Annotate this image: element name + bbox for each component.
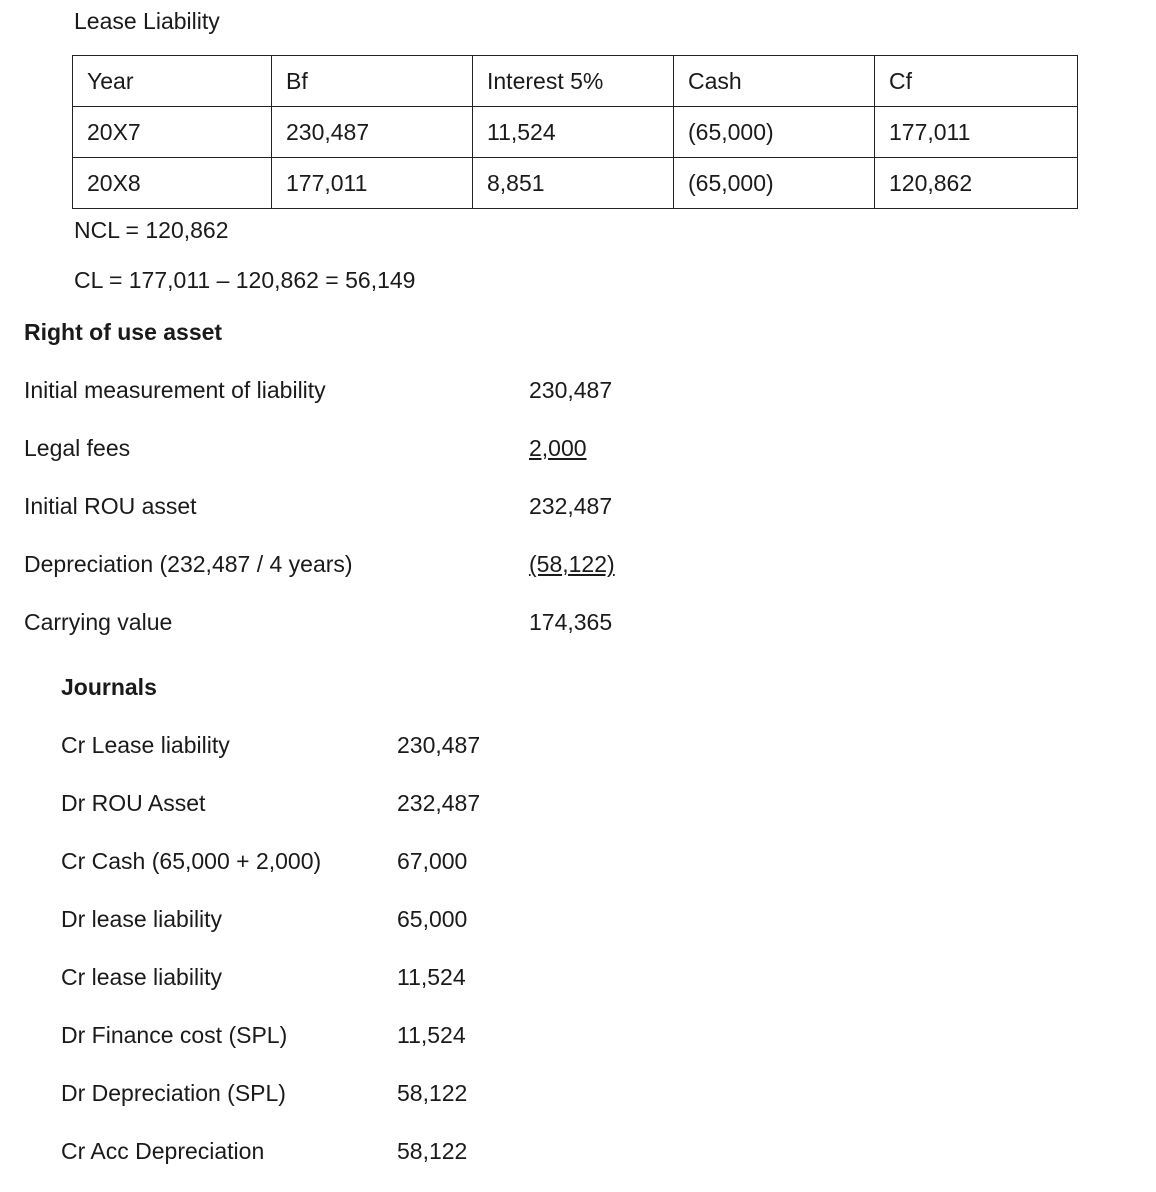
- journals-title: Journals: [61, 674, 157, 700]
- table-cell: (65,000): [674, 107, 875, 158]
- lease-liability-title: Lease Liability: [74, 8, 220, 34]
- journal-value: 58,122: [397, 1138, 468, 1164]
- journal-value: 67,000: [397, 848, 468, 874]
- header-bf: Bf: [272, 56, 473, 107]
- table-cell: 230,487: [272, 107, 473, 158]
- header-year: Year: [73, 56, 272, 107]
- rou-item-label: Initial ROU asset: [24, 493, 197, 519]
- lease-liability-table: [72, 55, 1078, 209]
- table-cell: 20X8: [73, 158, 272, 209]
- journal-label: Cr Cash (65,000 + 2,000): [61, 848, 322, 874]
- journal-value: 232,487: [397, 790, 481, 816]
- table-cell: 8,851: [473, 158, 674, 209]
- journal-value: 11,524: [397, 1022, 466, 1048]
- journal-label: Dr ROU Asset: [61, 790, 206, 816]
- journal-value: 230,487: [397, 732, 481, 758]
- table-row: [73, 158, 1078, 209]
- table-cell: 20X7: [73, 107, 272, 158]
- rou-item-label: Depreciation (232,487 / 4 years): [24, 551, 353, 577]
- journal-label: Cr lease liability: [61, 964, 223, 990]
- rou-item-value: 174,365: [529, 609, 613, 635]
- rou-item-label: Legal fees: [24, 435, 131, 461]
- journal-label: Cr Lease liability: [61, 732, 230, 758]
- cl-text: CL = 177,011 – 120,862 = 56,149: [74, 267, 416, 293]
- journal-label: Dr lease liability: [61, 906, 223, 932]
- table-cell: 177,011: [272, 158, 473, 209]
- header-cash: Cash: [674, 56, 875, 107]
- journal-value: 65,000: [397, 906, 468, 932]
- journal-label: Dr Depreciation (SPL): [61, 1080, 286, 1106]
- table-cell: 120,862: [875, 158, 1078, 209]
- table-row: [73, 107, 1078, 158]
- journal-value: 11,524: [397, 964, 466, 990]
- rou-item-value: (58,122): [529, 551, 615, 577]
- rou-item-label: Initial measurement of liability: [24, 377, 326, 403]
- header-interest: Interest 5%: [473, 56, 674, 107]
- table-cell: 11,524: [473, 107, 674, 158]
- journal-label: Cr Acc Depreciation: [61, 1138, 265, 1164]
- rou-item-value: 2,000: [529, 435, 587, 461]
- journal-value: 58,122: [397, 1080, 468, 1106]
- table-cell: (65,000): [674, 158, 875, 209]
- table-header-row: [73, 56, 1078, 107]
- rou-item-value: 232,487: [529, 493, 613, 519]
- table-cell: 177,011: [875, 107, 1078, 158]
- rou-item-label: Carrying value: [24, 609, 173, 635]
- journal-label: Dr Finance cost (SPL): [61, 1022, 288, 1048]
- ncl-text: NCL = 120,862: [74, 217, 229, 243]
- rou-asset-title: Right of use asset: [24, 319, 223, 345]
- header-cf: Cf: [875, 56, 1078, 107]
- rou-item-value: 230,487: [529, 377, 613, 403]
